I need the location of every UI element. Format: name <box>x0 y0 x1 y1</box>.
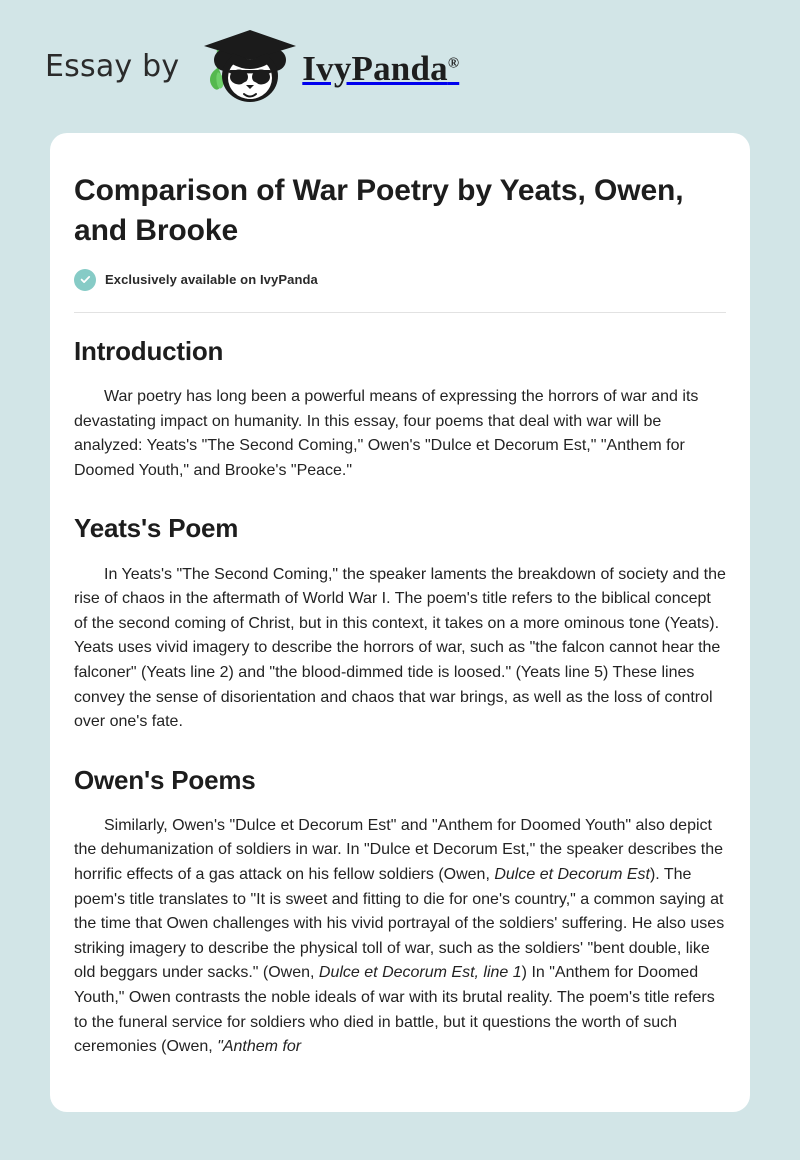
section-paragraph-yeats-poem: In Yeats's "The Second Coming," the speaker laments the breakdown of society and the rise of chaos in the aftermath of World War I. The poem's title refers to the biblical concept of the second coming of Christ, but in this context, it takes on a more ominous tone (Yeats). Yeats uses vivid imagery to describe the horrors of war, such as "the falcon cannot hear the falconer" (Yeats line 2) and "the blood-dimmed tide is loosed." (Yeats line 5) These lines convey the sense of disorientation and chaos that war brings, as well as the loss of control over one's fate. <box>74 565 726 731</box>
section-heading-yeats-poem: Yeats's Poem <box>74 513 239 544</box>
ivypanda-wordmark <box>302 51 459 86</box>
brand-name: IvyPanda <box>302 49 448 88</box>
section-paragraph-introduction: War poetry has long been a powerful means of expressing the horrors of war and its devastating impact on humanity. In this essay, four poems that deal with war will be analyzed: Yeats's "The Second Coming," Owen's "Dulce et Decorum Est," "Anthem for Doomed Youth," and Brooke's "Peace." <box>74 387 699 479</box>
essay-by-label: Essay by <box>45 48 180 84</box>
section-heading-owens-poems: Owen's Poems <box>74 764 256 795</box>
page-title: Comparison of War Poetry by Yeats, Owen, and Brooke <box>74 174 684 247</box>
essay-content <box>74 171 726 1060</box>
section-heading-introduction: Introduction <box>74 335 224 366</box>
page-header <box>0 0 800 133</box>
essay-card <box>50 133 750 1112</box>
exclusive-availability-badge <box>74 269 726 291</box>
check-circle-icon <box>74 269 96 291</box>
exclusive-availability-label: Exclusively available on IvyPanda <box>105 272 318 288</box>
section-paragraph-owens-poems: Similarly, Owen's "Dulce et Decorum Est" and "Anthem for Doomed Youth" also depict the dehumanization of soldiers in war. In "Dulce et Decorum Est," the speaker describes the horrific effects of a gas attack on his fellow soldiers (Owen, Dulce et Decorum Est). The poem's title translates to "It is sweet and fitting to die for one's country," a common saying at the time that Owen challenges with his vivid portrayal of the soldiers' suffering. He also uses striking imagery to describe the physical toll of war, such as the soldiers' "bent double, like old beggars under sacks." (Owen, Dulce et Decorum Est, line 1) In "Anthem for Doomed Youth," Owen contrasts the noble ideals of war with its brutal reality. The poem's title refers to the funeral service for soldiers who died in battle, but it questions the worth of such ceremonies (Owen, "Anthem for <box>74 816 725 1056</box>
header-divider <box>74 312 726 313</box>
ivypanda-logo-link[interactable] <box>196 28 459 106</box>
panda-graduate-logo-icon <box>196 28 300 106</box>
registered-trademark-symbol: ® <box>447 55 460 72</box>
